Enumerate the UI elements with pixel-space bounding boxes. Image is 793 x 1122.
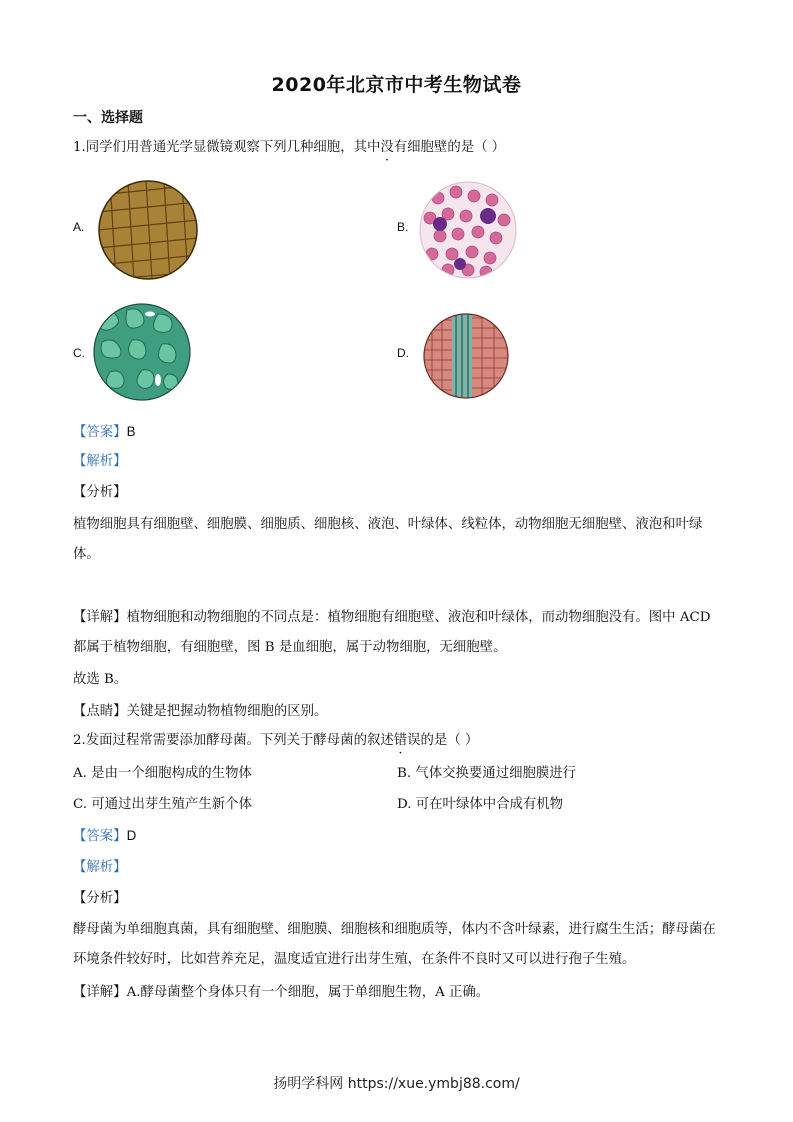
q1-analysis-tag: 【解析】 [73,454,127,469]
q2-fenxi-text: 酵母菌为单细胞真菌，具有细胞壁、细胞膜、细胞核和细胞质等，体内不含叶绿素，进行腐生生活；酵母菌在环境条件较好时，比如营养充足，温度适宜进行出芽生殖，在条件不良时又可以进行孢子生殖。 [73,922,716,967]
q2-stem: 2.发面过程常需要添加酵母菌。下列关于酵母菌的叙述错误的是（ ） [73,733,479,748]
footer-link[interactable]: 扬明学科网 https://xue.ymbj88.com/ [273,1076,520,1092]
q2-analysis-tag: 【解析】 [73,860,127,875]
onion-epidermis-cells-icon [98,180,200,282]
q2-option-d: D. 可在叶绿体中合成有机物 [397,797,564,812]
plant-tissue-cells-icon [422,312,510,400]
q1-detail: 【详解】植物细胞和动物细胞的不同点是：植物细胞有细胞壁、液泡和叶绿体，而动物细胞没有。图中 ACD 都属于植物细胞，有细胞壁，图 B 是血细胞，属于动物细胞，无细胞壁。 [73,610,711,655]
q2-detail: 【详解】A.酵母菌整个身体只有一个细胞，属于单细胞生物，A 正确。 [73,985,490,1000]
q2-answer: 【答案】D [73,828,137,844]
leaf-epidermis-stomata-icon [92,302,192,402]
q1-fenxi-text: 植物细胞具有细胞壁、细胞膜、细胞质、细胞核、液泡、叶绿体、线粒体，动物细胞无细胞壁、液泡和叶绿体。 [73,517,703,562]
blood-cells-icon [418,180,518,280]
emphasis-char: 错 [393,733,408,748]
page-title: 2020年北京市中考生物试卷 [271,74,522,96]
q1-stem: 1.同学们用普通光学显微镜观察下列几种细胞，其中没有细胞壁的是（ ） [73,140,506,155]
q1-option-a-label: A. [73,220,85,234]
q2-option-c: C. 可通过出芽生殖产生新个体 [73,797,252,812]
q1-option-d-label: D. [397,346,409,360]
q1-option-b-label: B. [397,220,409,234]
section-heading: 一、选择题 [73,110,143,126]
q2-option-a: A. 是由一个细胞构成的生物体 [73,766,252,781]
q1-tip: 【点睛】关键是把握动物植物细胞的区别。 [73,704,328,719]
emphasis-char: 没 [380,140,394,155]
q1-option-c-label: C. [73,346,85,360]
q1-answer: 【答案】B [73,424,136,440]
q2-option-b: B. 气体交换要通过细胞膜进行 [397,766,577,781]
q2-fenxi-tag: 【分析】 [73,891,127,906]
q1-choose: 故选 B。 [73,672,128,687]
q1-fenxi-tag: 【分析】 [73,485,127,500]
